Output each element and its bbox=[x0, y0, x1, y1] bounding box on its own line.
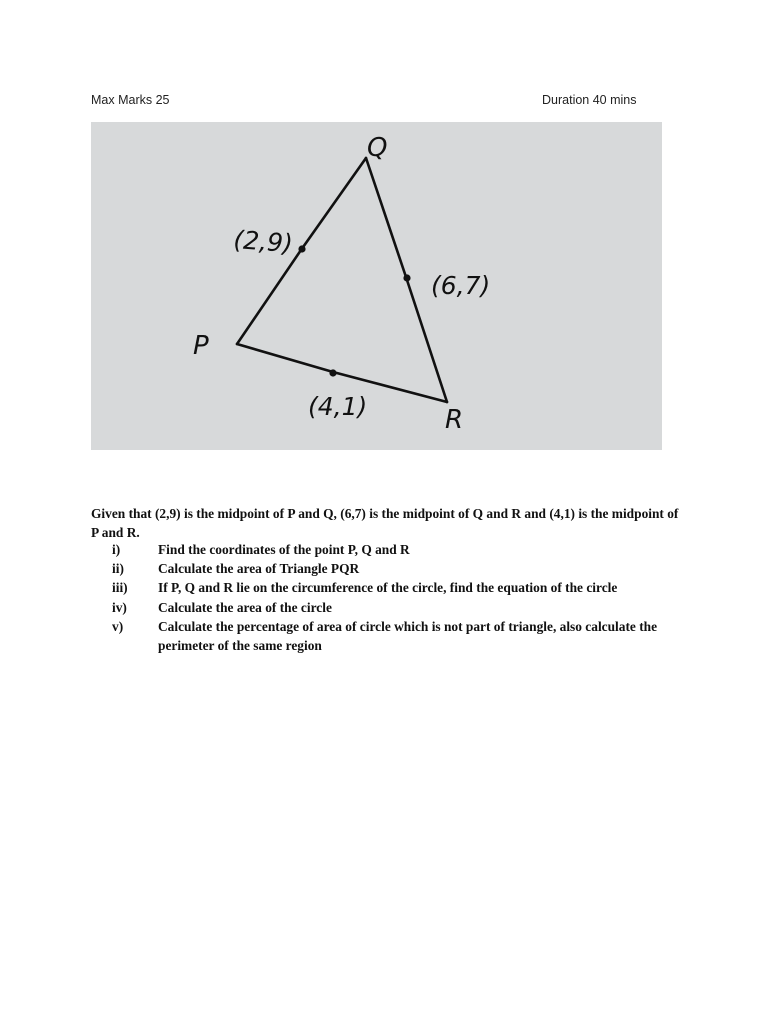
question-text: Calculate the percentage of area of circle which is not part of triangle, also calculate the perimeter of the same region bbox=[158, 618, 658, 654]
duration: Duration 40 mins bbox=[542, 93, 637, 107]
question-text: Find the coordinates of the point P, Q and R bbox=[158, 542, 410, 557]
vertex-p-label: P bbox=[193, 331, 209, 361]
question-item bbox=[91, 540, 691, 559]
max-marks: Max Marks 25 bbox=[91, 93, 170, 107]
question-number: v) bbox=[112, 618, 124, 634]
question-text: If P, Q and R lie on the circumference of the circle, find the equation of the circle bbox=[158, 580, 618, 596]
question-item bbox=[91, 617, 691, 655]
midpoint-pr-label: (4,1) bbox=[308, 392, 368, 421]
triangle-pqr bbox=[237, 158, 447, 402]
midpoint-pq-label: (2,9) bbox=[232, 225, 294, 259]
midpoint-qr-dot bbox=[403, 274, 410, 281]
question-item bbox=[91, 598, 691, 617]
midpoint-pq-dot bbox=[298, 245, 305, 252]
midpoint-qr-label: (6,7) bbox=[431, 271, 491, 300]
vertex-r-label: R bbox=[445, 405, 464, 435]
question-number: iii) bbox=[112, 580, 128, 596]
question-number: ii) bbox=[112, 561, 124, 577]
triangle-photo bbox=[91, 122, 662, 450]
question-list bbox=[91, 540, 691, 655]
problem-intro: Given that (2,9) is the midpoint of P and Q, (6,7) is the midpoint of Q and R and (4,1) is the midpoint of P and R. bbox=[91, 506, 679, 541]
vertex-q-label: Q bbox=[367, 133, 388, 163]
triangle-diagram bbox=[91, 122, 662, 450]
midpoint-pr-dot bbox=[329, 369, 336, 376]
question-item bbox=[91, 578, 691, 597]
question-text: Calculate the area of Triangle PQR bbox=[158, 561, 360, 577]
question-number: i) bbox=[112, 542, 121, 557]
question-item bbox=[91, 559, 691, 578]
question-text: Calculate the area of the circle bbox=[158, 599, 332, 615]
question-number: iv) bbox=[112, 599, 127, 615]
